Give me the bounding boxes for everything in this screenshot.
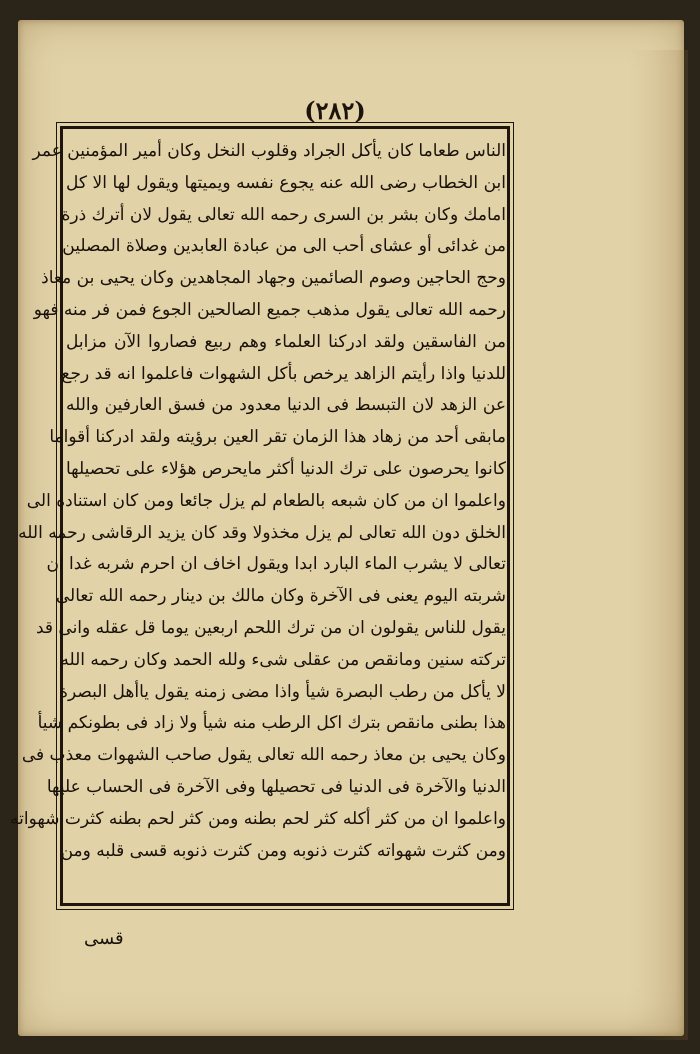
text-line: كانوا يحرصون على ترك الدنيا أكثر مايحرص هؤلاء على تحصيلها (66, 458, 506, 479)
text-line: من الفاسقين ولقد ادركنا العلماء وهم ربيع فصاروا الآن مزابل (66, 331, 506, 352)
text-line: وحج الحاجين وصوم الصائمين وجهاد المجاهدين وكان يحيى بن معاذ (41, 268, 506, 289)
text-line: تعالى لا يشرب الماء البارد ابدا ويقول اخاف ان احرم شربه غدا ان (46, 554, 506, 575)
text-line: هذا بطنى مانقص بترك اكل الرطب منه شيأ ولا زاد فى بطونكم شيأ (37, 713, 506, 734)
text-line: يقول للناس يقولون ان من ترك اللحم اربعين يوما قل عقله وانى قد (35, 617, 506, 638)
text-line: من غدائى أو عشاى أحب الى من عبادة العابدين وصلاة المصلين (62, 236, 506, 257)
catchword: قسى (84, 928, 124, 949)
text-block (10, 136, 506, 902)
text-line: عن الزهد لان التبسط فى الدنيا معدود من فسق العارفين والله (66, 395, 506, 416)
text-line: وكان يحيى بن معاذ رحمه الله تعالى يقول صاحب الشهوات معذب فى (21, 745, 506, 766)
text-line: امامك وكان بشر بن السرى رحمه الله تعالى يقول لان أترك ذرة (61, 204, 506, 225)
text-line: لا يأكل من رطب البصرة شيأ واذا مضى زمنه يقول ياأهل البصرة (59, 681, 506, 702)
page-number: (٢٨٢) (304, 96, 366, 125)
text-line: الدنيا والآخرة فى الدنيا فى تحصيلها وفى الآخرة فى الحساب عليها (46, 776, 506, 797)
text-line: الخلق دون الله تعالى لم يزل مخذولا وقد كان يزيد الرقاشى رحمه الله (18, 522, 506, 543)
text-line: شربته اليوم يعنى فى الآخرة وكان مالك بن دينار رحمه الله تعالى (55, 586, 506, 607)
page-edge-shadow (628, 50, 688, 1040)
text-line: ابن الخطاب رضى الله عنه يجوع نفسه ويميتها ويقول لها الا كل (66, 172, 506, 193)
text-line: ومن كثرت شهواته كثرت ذنوبه ومن كثرت ذنوبه قسى قلبه ومن (60, 840, 506, 861)
text-line: الناس طعاما كان يأكل الجراد وقلوب النخل وكان أمير المؤمنين عمر (32, 141, 506, 161)
text-line: واعلموا ان من كثر أكله كثر لحم بطنه ومن كثر لحم بطنه كثرت شهواته (10, 808, 506, 829)
text-line: رحمه الله تعالى يقول مذهب جميع الصالحين الجوع فمن فر منه فهو (33, 299, 506, 320)
text-line: مابقى أحد من زهاد هذا الزمان تقر العين برؤيته ولقد ادركنا أقواما (49, 427, 506, 448)
text-line: للدنيا واذا رأيتم الزاهد يرخص بأكل الشهوات فاعلموا انه قد رجع (61, 363, 506, 384)
text-line: واعلموا ان من كان شبعه بالطعام لم يزل جائعا ومن كان استناده الى (26, 490, 506, 511)
text-line: تركته سنين ومانقص من عقلى شىء ولله الحمد وكان رحمه الله (60, 649, 506, 670)
